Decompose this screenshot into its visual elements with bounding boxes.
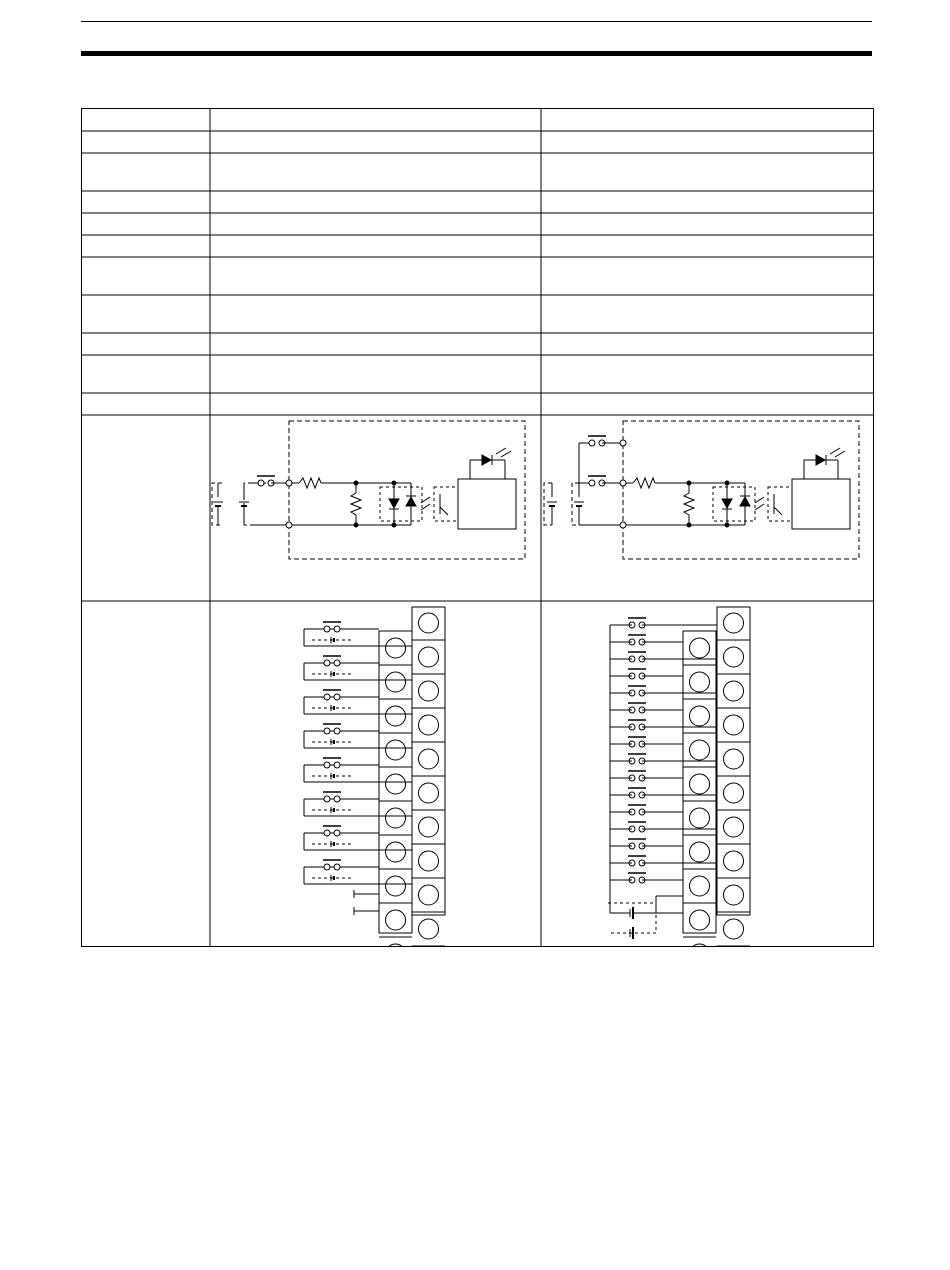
screw-terminal-icon: [690, 774, 710, 794]
resistor-icon: [684, 493, 694, 515]
terminal-diagram-1: [304, 607, 445, 946]
screw-terminal-icon: [419, 919, 439, 939]
screw-terminal-icon: [419, 885, 439, 905]
led-icon: [406, 497, 416, 506]
screw-terminal-icon: [386, 774, 406, 794]
screw-terminal-icon: [419, 783, 439, 803]
screw-terminal-icon: [724, 885, 744, 905]
screw-terminal-icon: [724, 749, 744, 769]
header-thick-rule: [81, 51, 872, 56]
screw-terminal-icon: [690, 808, 710, 828]
screw-terminal-icon: [690, 706, 710, 726]
screw-terminal-icon: [386, 842, 406, 862]
photocoupler-icon: [768, 487, 792, 521]
normally-open-contact-icon: [324, 830, 330, 836]
normally-open-contact-icon: [324, 728, 330, 734]
screw-terminal-icon: [419, 681, 439, 701]
screw-terminal-icon: [386, 706, 406, 726]
circuit-diagram-1: [212, 421, 525, 559]
terminal-diagram-2: [608, 607, 750, 946]
screw-terminal-icon: [690, 672, 710, 692]
specifications-table: [81, 108, 874, 947]
screw-terminal-icon: [419, 613, 439, 633]
screw-terminal-icon: [690, 876, 710, 896]
normally-open-contact-icon: [324, 762, 330, 768]
screw-terminal-icon: [419, 851, 439, 871]
screw-terminal-icon: [386, 740, 406, 760]
screw-terminal-icon: [386, 910, 406, 930]
screw-terminal-icon: [419, 749, 439, 769]
screw-terminal-icon: [724, 613, 744, 633]
screw-terminal-icon: [690, 740, 710, 760]
screw-terminal-icon: [419, 715, 439, 735]
normally-open-contact-icon: [324, 864, 330, 870]
led-icon: [740, 497, 750, 506]
screw-terminal-icon: [386, 876, 406, 896]
table-grid: [82, 109, 873, 946]
screw-terminal-icon: [690, 842, 710, 862]
screw-terminal-icon: [386, 672, 406, 692]
led-icon: [722, 499, 732, 508]
resistor-icon: [299, 478, 321, 488]
normally-open-contact-icon: [324, 796, 330, 802]
normally-open-contact-icon: [324, 694, 330, 700]
screw-terminal-icon: [386, 808, 406, 828]
normally-open-contact-icon: [324, 660, 330, 666]
photocoupler-icon: [434, 487, 458, 521]
screw-terminal-icon: [724, 817, 744, 837]
resistor-icon: [351, 493, 361, 515]
screw-terminal-icon: [724, 715, 744, 735]
screw-terminal-icon: [386, 638, 406, 658]
led-icon: [482, 455, 491, 465]
screw-terminal-icon: [724, 681, 744, 701]
led-icon: [389, 499, 399, 508]
screw-terminal-icon: [419, 647, 439, 667]
resistor-icon: [633, 478, 655, 488]
screw-terminal-icon: [386, 944, 406, 946]
screw-terminal-icon: [690, 638, 710, 658]
led-icon: [816, 455, 825, 465]
screw-terminal-icon: [690, 944, 710, 946]
screw-terminal-icon: [724, 919, 744, 939]
normally-open-contact-icon: [324, 626, 330, 632]
screw-terminal-icon: [724, 647, 744, 667]
header-thin-rule: [81, 21, 872, 22]
screw-terminal-icon: [690, 910, 710, 930]
circuit-diagram-2: [544, 421, 859, 559]
screw-terminal-icon: [724, 851, 744, 871]
screw-terminal-icon: [724, 783, 744, 803]
screw-terminal-icon: [419, 817, 439, 837]
